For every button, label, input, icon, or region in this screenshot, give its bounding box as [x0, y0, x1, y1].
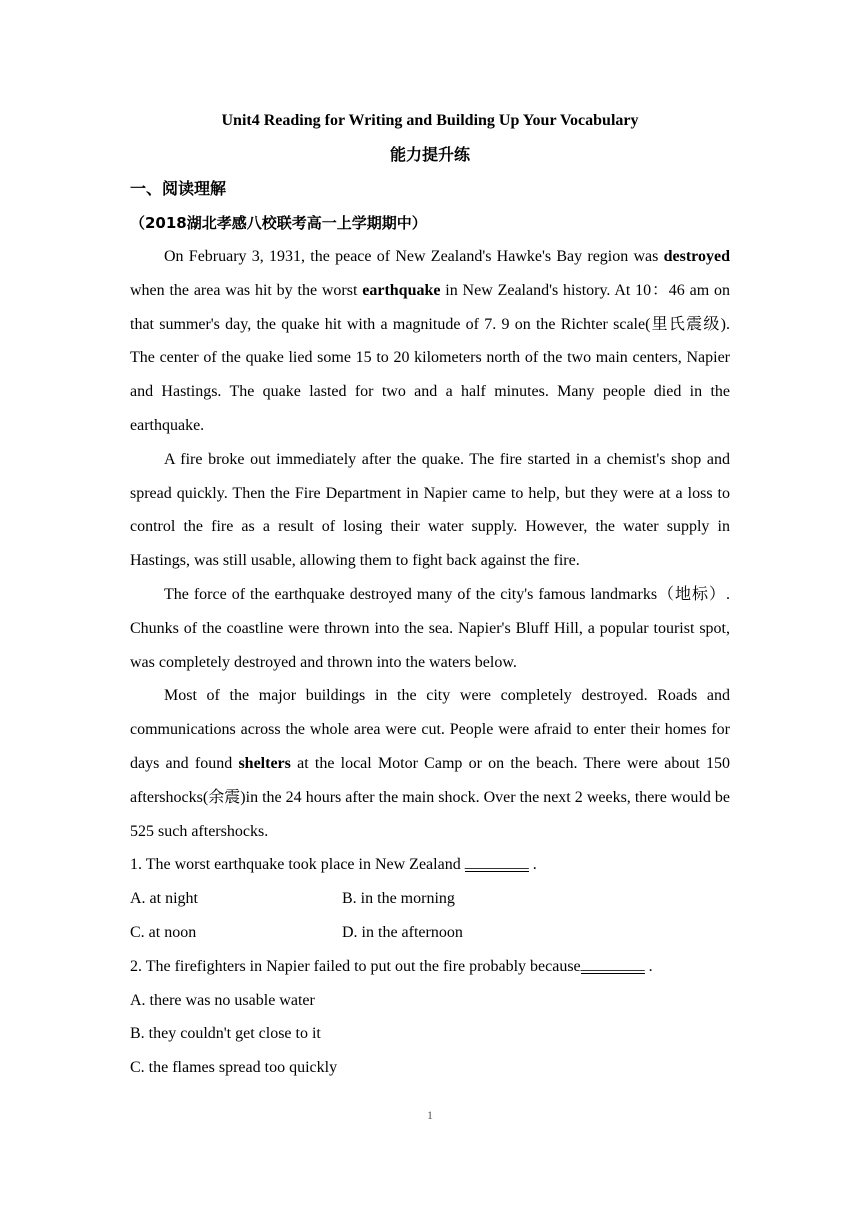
- option-c: C. the flames spread too quickly: [130, 1059, 338, 1077]
- question-stem-end: .: [644, 957, 653, 975]
- p4-text-a: Most of the major buildings in the city were completely destroyed. Roads and communications across the whole area were cut. People were afraid to enter their homes for days and found: [130, 687, 730, 772]
- p1-text-c: in New Zealand's history. At 10：46 am on that summer's day, the quake hit with a magnitude of 7. 9 on the Richter scale(里氏震级). The center of the quake lied some 15 to 20 kilometers north of the two main centers, Napier and Hastings. The quake lasted for two and a half minutes. Many people died in the earthquake.: [130, 281, 730, 434]
- option-c: C. at noon: [130, 923, 197, 941]
- passage-paragraph-3: The force of the earthquake destroyed many of the city's famous landmarks（地标）. Chunks of the coastline were thrown into the sea. Napier's Bluff Hill, a popular tourist spot, was completely destroyed and thrown into the waters below.: [130, 585, 730, 671]
- question-stem: [130, 950, 730, 984]
- question-stem-text: 2. The firefighters in Napier failed to put out the fire probably because: [130, 957, 581, 975]
- passage-paragraph-1: [130, 240, 730, 443]
- keyword-destroyed: destroyed: [663, 248, 730, 265]
- p1-text-b: when the area was hit by the worst: [130, 281, 363, 299]
- options-row: [130, 882, 730, 916]
- passage-paragraph-2: A fire broke out immediately after the quake. The fire started in a chemist's shop and spread quickly. Then the Fire Department in Napier came to help, but they were at a loss to control the fire as a result of losing their water supply. However, the water supply in Hastings, was still usable, allowing them to fight back against the fire.: [130, 450, 730, 570]
- answer-blank: ________: [464, 854, 529, 872]
- option-a: A. there was no usable water: [130, 991, 315, 1009]
- option-d: D. in the afternoon: [342, 923, 463, 941]
- option-b: B. they couldn't get close to it: [130, 1025, 321, 1043]
- question-2: [130, 950, 730, 1085]
- document-page: [130, 104, 730, 1085]
- question-1: [130, 848, 730, 949]
- answer-blank: ________: [580, 955, 645, 973]
- keyword-shelters: shelters: [238, 754, 291, 772]
- document-subtitle: 能力提升练: [389, 145, 470, 164]
- keyword-earthquake: earthquake: [362, 281, 441, 299]
- option-a: A. at night: [130, 890, 198, 908]
- passage-paragraph-4: [130, 679, 730, 848]
- p4-text-b: at the local Motor Camp or on the beach. There were about 150 aftershocks(余震)in the 24 hours after the main shock. Over the next 2 weeks, there would be 525 such aftershocks.: [130, 754, 731, 840]
- page-number: 1: [427, 1108, 433, 1122]
- options-row: [130, 916, 730, 950]
- section-heading: 一、阅读理解: [130, 179, 227, 198]
- document-title: Unit4 Reading for Writing and Building Up Your Vocabulary: [221, 112, 639, 129]
- p1-text-a: On February 3, 1931, the peace of New Zealand's Hawke's Bay region was: [164, 248, 664, 265]
- question-stem-end: .: [528, 856, 537, 874]
- option-b: B. in the morning: [342, 890, 455, 908]
- question-stem-text: 1. The worst earthquake took place in New Zealand: [130, 856, 465, 874]
- question-stem: [130, 848, 730, 882]
- passage-source: （2018湖北孝感八校联考高一上学期期中）: [130, 214, 427, 232]
